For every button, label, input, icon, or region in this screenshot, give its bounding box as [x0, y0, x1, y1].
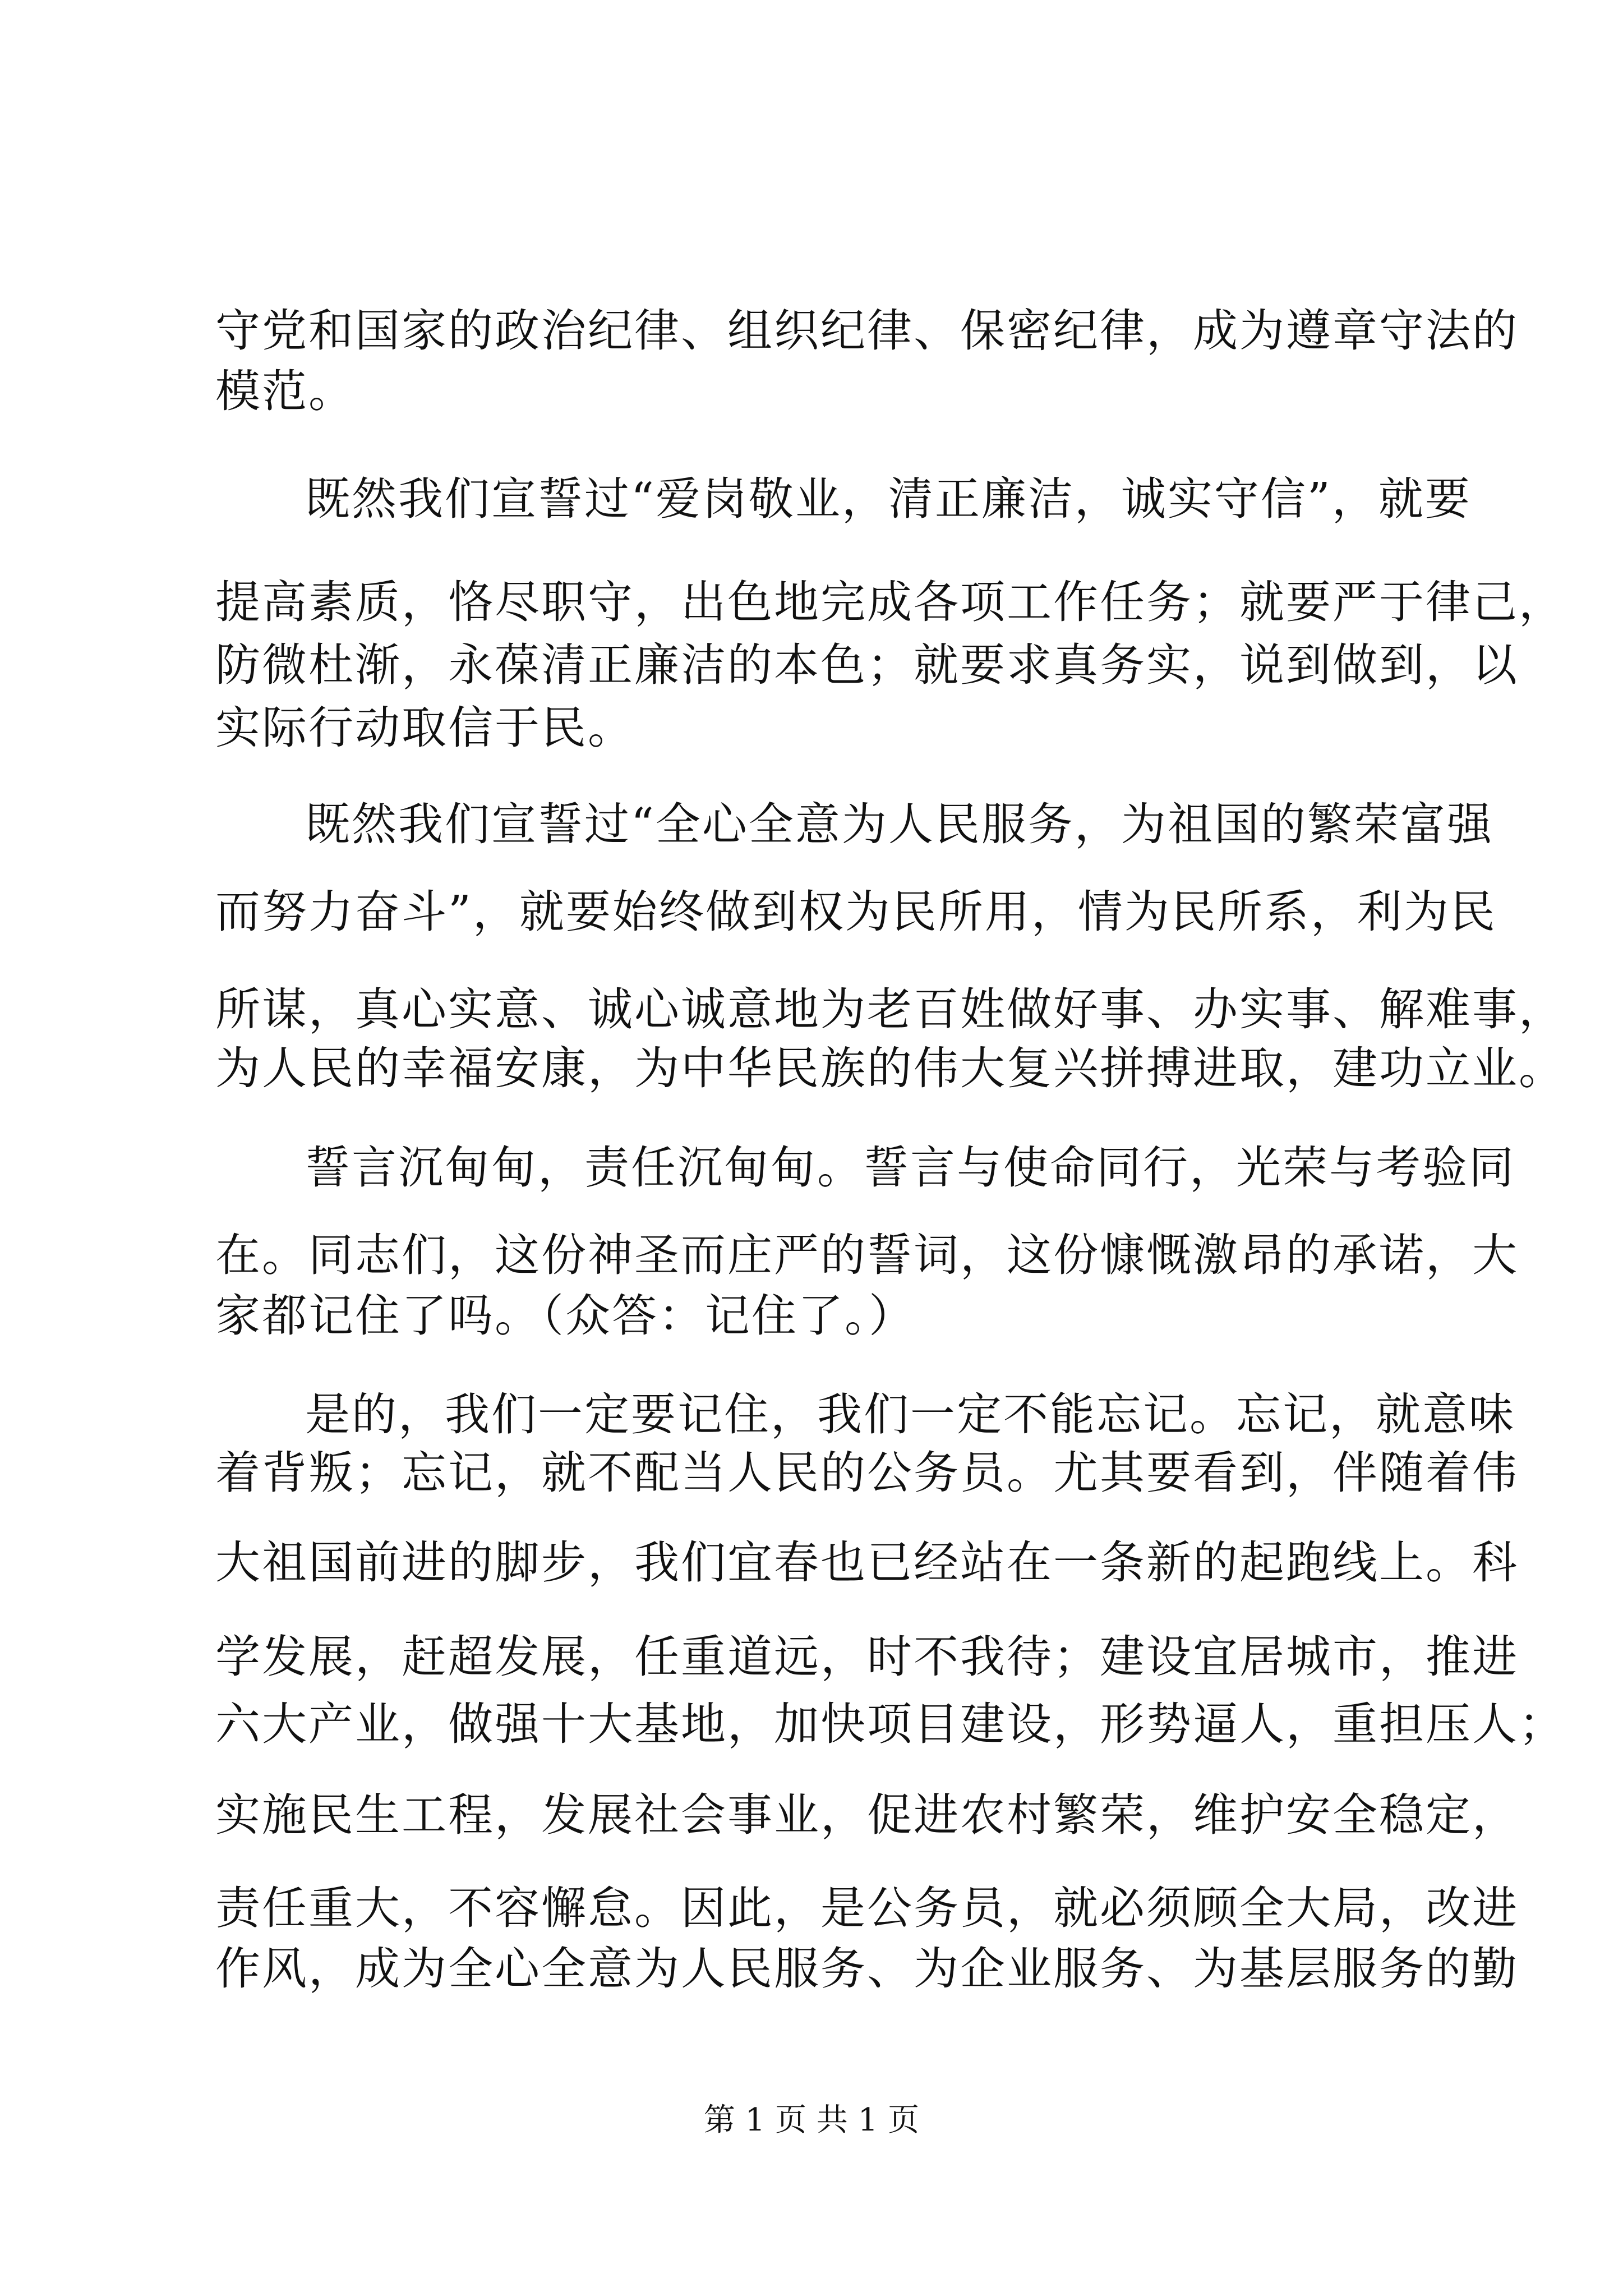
paragraph-first-line: 是的，我们一定要记住，我们一定不能忘记。忘记，就意味 — [305, 1388, 1515, 1441]
text-line: 家都记住了吗。（众答：记住了。） — [215, 1290, 915, 1342]
text-line: 守党和国家的政治纪律、组织纪律、保密纪律，成为遵章守法的 — [215, 305, 1519, 357]
page-footer: 第 1 页 共 1 页 — [703, 2102, 920, 2138]
text-line: 六大产业，做强十大基地，加快项目建设，形势逼人，重担压人； — [215, 1698, 1565, 1750]
text-line: 责任重大，不容懈怠。因此，是公务员，就必须顾全大局，改进 — [215, 1882, 1519, 1934]
text-line: 而努力奋斗”，就要始终做到权为民所用，情为民所系，利为民 — [215, 886, 1497, 938]
text-line: 着背叛；忘记，就不配当人民的公务员。尤其要看到，伴随着伟 — [215, 1447, 1519, 1499]
text-line: 为人民的幸福安康，为中华民族的伟大复兴拼搏进取，建功立业。 — [215, 1042, 1565, 1094]
text-line: 在。同志们，这份神圣而庄严的誓词，这份慷慨激昂的承诺，大 — [215, 1229, 1519, 1281]
paragraph-first-line: 既然我们宣誓过“爱岗敬业，清正廉洁，诚实守信”，就要 — [305, 473, 1472, 525]
text-line: 提高素质，恪尽职守，出色地完成各项工作任务；就要严于律己， — [215, 576, 1565, 628]
text-line: 防微杜渐，永葆清正廉洁的本色；就要求真务实，说到做到，以 — [215, 639, 1519, 691]
text-line: 所谋，真心实意、诚心诚意地为老百姓做好事、办实事、解难事， — [215, 983, 1565, 1036]
text-line: 大祖国前进的脚步，我们宜春也已经站在一条新的起跑线上。科 — [215, 1536, 1519, 1589]
text-line: 实施民生工程，发展社会事业，促进农村繁荣，维护安全稳定， — [215, 1789, 1519, 1841]
paragraph-first-line: 誓言沉甸甸，责任沉甸甸。誓言与使命同行，光荣与考验同 — [305, 1142, 1515, 1194]
paragraph-first-line: 既然我们宣誓过“全心全意为人民服务，为祖国的繁荣富强 — [305, 798, 1493, 850]
text-line: 模范。 — [215, 365, 355, 417]
text-line: 学发展，赶超发展，任重道远，时不我待；建设宜居城市，推进 — [215, 1631, 1519, 1683]
text-line: 作风，成为全心全意为人民服务、为企业服务、为基层服务的勤 — [215, 1943, 1519, 1995]
text-line: 实际行动取信于民。 — [215, 702, 634, 754]
